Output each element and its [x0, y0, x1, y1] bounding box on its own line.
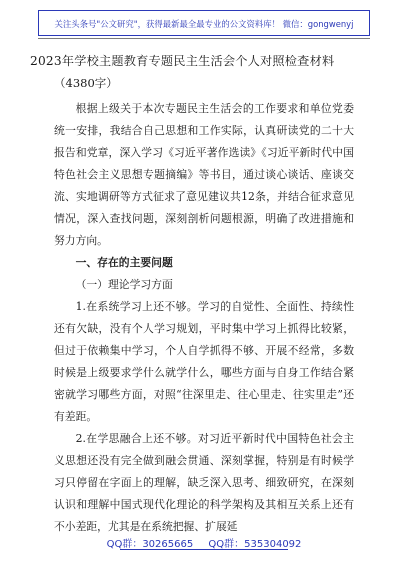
document-title: 2023年学校主题教育专题民主生活会个人对照检查材料: [30, 54, 335, 68]
header-banner[interactable]: 关注头条号"公文研究"，获得最新最全最专业的公文资料库！ 微信：gongwenyj: [38, 10, 370, 36]
subsection-heading: （一）理论学习方面: [75, 278, 173, 291]
section-heading: 一、存在的主要问题: [75, 256, 173, 269]
qq-group-2-link[interactable]: QQ群：535304092: [208, 539, 302, 550]
document-body: [54, 98, 354, 538]
qq-group-1-link[interactable]: QQ群：30265665: [106, 539, 194, 550]
footer-underline: [120, 549, 288, 550]
intro-paragraph: 根据上级关于本次专题民主生活会的工作要求和单位党委统一安排，我结合自己思想和工作实际，认真研读党的二十大报告和党章，深入学习《习近平著作选读》《习近平新时代中国特色社会主义思想专题摘编》等书目，通过谈心谈话、座谈交流、实地调研等方式征求了意见建议共12条，并结合征求意见情况，深入查找问题，深刻剖析问题根源，明确了改进措施和努力方向。: [54, 102, 354, 247]
paragraph-item-2: 2.在学思融合上还不够。对习近平新时代中国特色社会主义思想还没有完全做到融会贯通、深刻掌握，特别是有时候学习只停留在字面上的理解，缺乏深入思考、细致研究，在深刻认识和理解中国式现代化理论的科学架构及其相互关系上还有不小差距，尤其是在系统把握、扩展延: [54, 432, 354, 533]
paragraph-item-1: 1.在系统学习上还不够。学习的自觉性、全面性、持续性还有欠缺，没有个人学习规划，平时集中学习上抓得比较紧，但过于依赖集中学习，个人自学抓得不够、开展不经常，多数时候是上级要求学什么就学什么，哪些方面与自身工作结合紧密就学习哪些方面，对照“往深里走、往心里走、往实里走”还有差距。: [54, 300, 354, 423]
footer-contacts: [0, 535, 408, 549]
word-count: （4380字）: [54, 76, 118, 90]
header-divider: [38, 38, 370, 39]
